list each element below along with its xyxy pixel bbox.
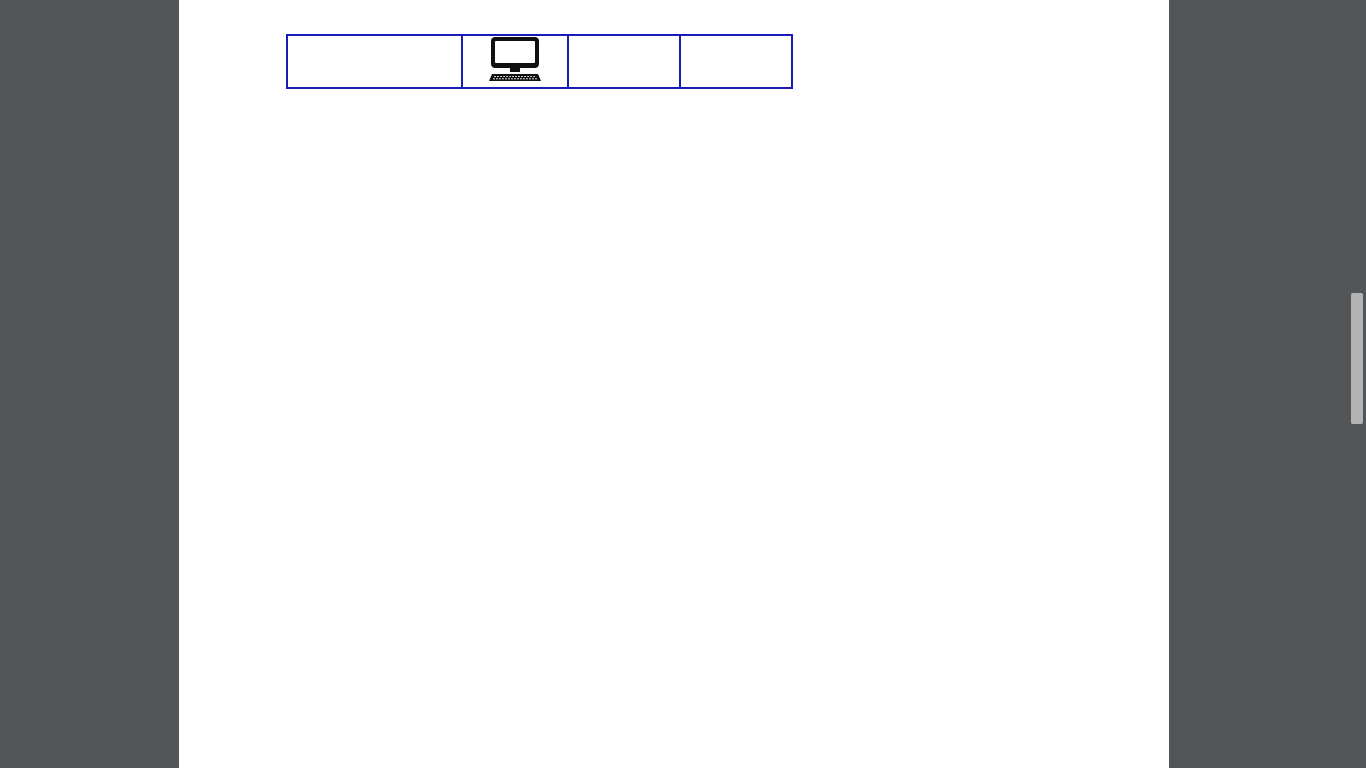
step-label (287, 35, 462, 88)
star-cell (680, 35, 792, 88)
example-bullet-list (328, 343, 416, 456)
step-header-table (286, 34, 793, 89)
list-item (328, 343, 416, 366)
computer-icon (462, 35, 568, 88)
list-item (328, 433, 416, 456)
document-page (179, 0, 1169, 768)
list-item (328, 411, 416, 434)
list-item (328, 366, 416, 389)
empty-cell (568, 35, 680, 88)
scrollbar-thumb[interactable] (1351, 293, 1363, 424)
list-item (328, 388, 416, 411)
